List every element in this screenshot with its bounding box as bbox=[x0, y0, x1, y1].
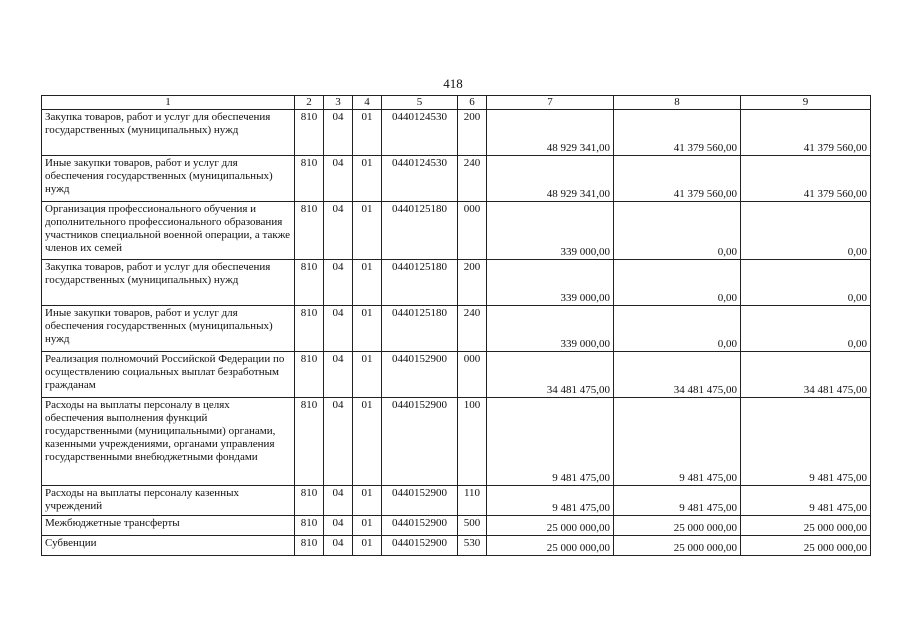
amount-col7: 339 000,00 bbox=[487, 202, 614, 260]
page-number: 418 bbox=[443, 76, 463, 91]
subsection-code: 01 bbox=[353, 156, 382, 202]
table-row bbox=[42, 352, 871, 398]
expense-type-code: 110 bbox=[458, 486, 487, 516]
amount-col7: 25 000 000,00 bbox=[487, 536, 614, 556]
amount-col7: 339 000,00 bbox=[487, 260, 614, 306]
amount-col9: 41 379 560,00 bbox=[741, 156, 871, 202]
ministry-code: 810 bbox=[295, 202, 324, 260]
table-row bbox=[42, 260, 871, 306]
section-code: 04 bbox=[324, 110, 353, 156]
amount-col7: 48 929 341,00 bbox=[487, 110, 614, 156]
ministry-code: 810 bbox=[295, 352, 324, 398]
section-code: 04 bbox=[324, 156, 353, 202]
amount-col8: 25 000 000,00 bbox=[614, 516, 741, 536]
table-row bbox=[42, 202, 871, 260]
column-header: 7 bbox=[487, 96, 614, 110]
table-row bbox=[42, 516, 871, 536]
target-article-code: 0440124530 bbox=[382, 156, 458, 202]
section-code: 04 bbox=[324, 202, 353, 260]
expense-type-code: 100 bbox=[458, 398, 487, 486]
section-code: 04 bbox=[324, 260, 353, 306]
table-row bbox=[42, 486, 871, 516]
amount-col8: 0,00 bbox=[614, 202, 741, 260]
item-name: Закупка товаров, работ и услуг для обеспечения государственных (муниципальных) нужд bbox=[42, 110, 295, 156]
amount-col7: 34 481 475,00 bbox=[487, 352, 614, 398]
expense-type-code: 200 bbox=[458, 110, 487, 156]
ministry-code: 810 bbox=[295, 486, 324, 516]
target-article-code: 0440152900 bbox=[382, 352, 458, 398]
column-header: 5 bbox=[382, 96, 458, 110]
item-name: Расходы на выплаты персоналу казенных учреждений bbox=[42, 486, 295, 516]
item-name: Закупка товаров, работ и услуг для обеспечения государственных (муниципальных) нужд bbox=[42, 260, 295, 306]
amount-col9: 9 481 475,00 bbox=[741, 398, 871, 486]
target-article-code: 0440124530 bbox=[382, 110, 458, 156]
amount-col9: 9 481 475,00 bbox=[741, 486, 871, 516]
target-article-code: 0440152900 bbox=[382, 516, 458, 536]
item-name: Иные закупки товаров, работ и услуг для обеспечения государственных (муниципальных) нужд bbox=[42, 306, 295, 352]
table-row bbox=[42, 156, 871, 202]
table-row bbox=[42, 398, 871, 486]
amount-col7: 9 481 475,00 bbox=[487, 398, 614, 486]
expense-type-code: 240 bbox=[458, 306, 487, 352]
ministry-code: 810 bbox=[295, 260, 324, 306]
amount-col8: 25 000 000,00 bbox=[614, 536, 741, 556]
subsection-code: 01 bbox=[353, 110, 382, 156]
target-article-code: 0440125180 bbox=[382, 260, 458, 306]
item-name: Субвенции bbox=[42, 536, 295, 556]
section-code: 04 bbox=[324, 536, 353, 556]
subsection-code: 01 bbox=[353, 536, 382, 556]
amount-col8: 34 481 475,00 bbox=[614, 352, 741, 398]
item-name: Иные закупки товаров, работ и услуг для обеспечения государственных (муниципальных) нужд bbox=[42, 156, 295, 202]
table-row bbox=[42, 110, 871, 156]
amount-col8: 41 379 560,00 bbox=[614, 110, 741, 156]
subsection-code: 01 bbox=[353, 260, 382, 306]
section-code: 04 bbox=[324, 352, 353, 398]
amount-col9: 25 000 000,00 bbox=[741, 536, 871, 556]
column-number-row bbox=[42, 96, 871, 110]
expense-type-code: 000 bbox=[458, 352, 487, 398]
ministry-code: 810 bbox=[295, 398, 324, 486]
target-article-code: 0440152900 bbox=[382, 486, 458, 516]
subsection-code: 01 bbox=[353, 202, 382, 260]
amount-col8: 9 481 475,00 bbox=[614, 398, 741, 486]
table-row bbox=[42, 306, 871, 352]
budget-table bbox=[41, 95, 871, 556]
amount-col7: 9 481 475,00 bbox=[487, 486, 614, 516]
target-article-code: 0440152900 bbox=[382, 398, 458, 486]
amount-col8: 0,00 bbox=[614, 306, 741, 352]
amount-col9: 25 000 000,00 bbox=[741, 516, 871, 536]
subsection-code: 01 bbox=[353, 352, 382, 398]
section-code: 04 bbox=[324, 398, 353, 486]
section-code: 04 bbox=[324, 516, 353, 536]
ministry-code: 810 bbox=[295, 516, 324, 536]
amount-col9: 41 379 560,00 bbox=[741, 110, 871, 156]
target-article-code: 0440125180 bbox=[382, 202, 458, 260]
column-header: 6 bbox=[458, 96, 487, 110]
amount-col9: 0,00 bbox=[741, 260, 871, 306]
expense-type-code: 500 bbox=[458, 516, 487, 536]
amount-col9: 34 481 475,00 bbox=[741, 352, 871, 398]
amount-col7: 48 929 341,00 bbox=[487, 156, 614, 202]
subsection-code: 01 bbox=[353, 398, 382, 486]
column-header: 3 bbox=[324, 96, 353, 110]
column-header: 1 bbox=[42, 96, 295, 110]
column-header: 8 bbox=[614, 96, 741, 110]
ministry-code: 810 bbox=[295, 156, 324, 202]
column-header: 4 bbox=[353, 96, 382, 110]
amount-col9: 0,00 bbox=[741, 306, 871, 352]
expense-type-code: 530 bbox=[458, 536, 487, 556]
subsection-code: 01 bbox=[353, 486, 382, 516]
subsection-code: 01 bbox=[353, 516, 382, 536]
amount-col7: 25 000 000,00 bbox=[487, 516, 614, 536]
section-code: 04 bbox=[324, 306, 353, 352]
target-article-code: 0440152900 bbox=[382, 536, 458, 556]
amount-col8: 9 481 475,00 bbox=[614, 486, 741, 516]
section-code: 04 bbox=[324, 486, 353, 516]
ministry-code: 810 bbox=[295, 536, 324, 556]
item-name: Реализация полномочий Российской Федерации по осуществлению социальных выплат безработным гражданам bbox=[42, 352, 295, 398]
subsection-code: 01 bbox=[353, 306, 382, 352]
ministry-code: 810 bbox=[295, 306, 324, 352]
amount-col7: 339 000,00 bbox=[487, 306, 614, 352]
table-row bbox=[42, 536, 871, 556]
item-name: Межбюджетные трансферты bbox=[42, 516, 295, 536]
column-header: 9 bbox=[741, 96, 871, 110]
amount-col9: 0,00 bbox=[741, 202, 871, 260]
item-name: Организация профессионального обучения и дополнительного профессионального образования участников специальной военной операции, а также членов их семей bbox=[42, 202, 295, 260]
item-name: Расходы на выплаты персоналу в целях обеспечения выполнения функций государственными (муниципальными) органами, казенными учреждениями, органами управления государственными внебюджетными фондами bbox=[42, 398, 295, 486]
expense-type-code: 000 bbox=[458, 202, 487, 260]
amount-col8: 0,00 bbox=[614, 260, 741, 306]
expense-type-code: 200 bbox=[458, 260, 487, 306]
target-article-code: 0440125180 bbox=[382, 306, 458, 352]
column-header: 2 bbox=[295, 96, 324, 110]
expense-type-code: 240 bbox=[458, 156, 487, 202]
amount-col8: 41 379 560,00 bbox=[614, 156, 741, 202]
ministry-code: 810 bbox=[295, 110, 324, 156]
